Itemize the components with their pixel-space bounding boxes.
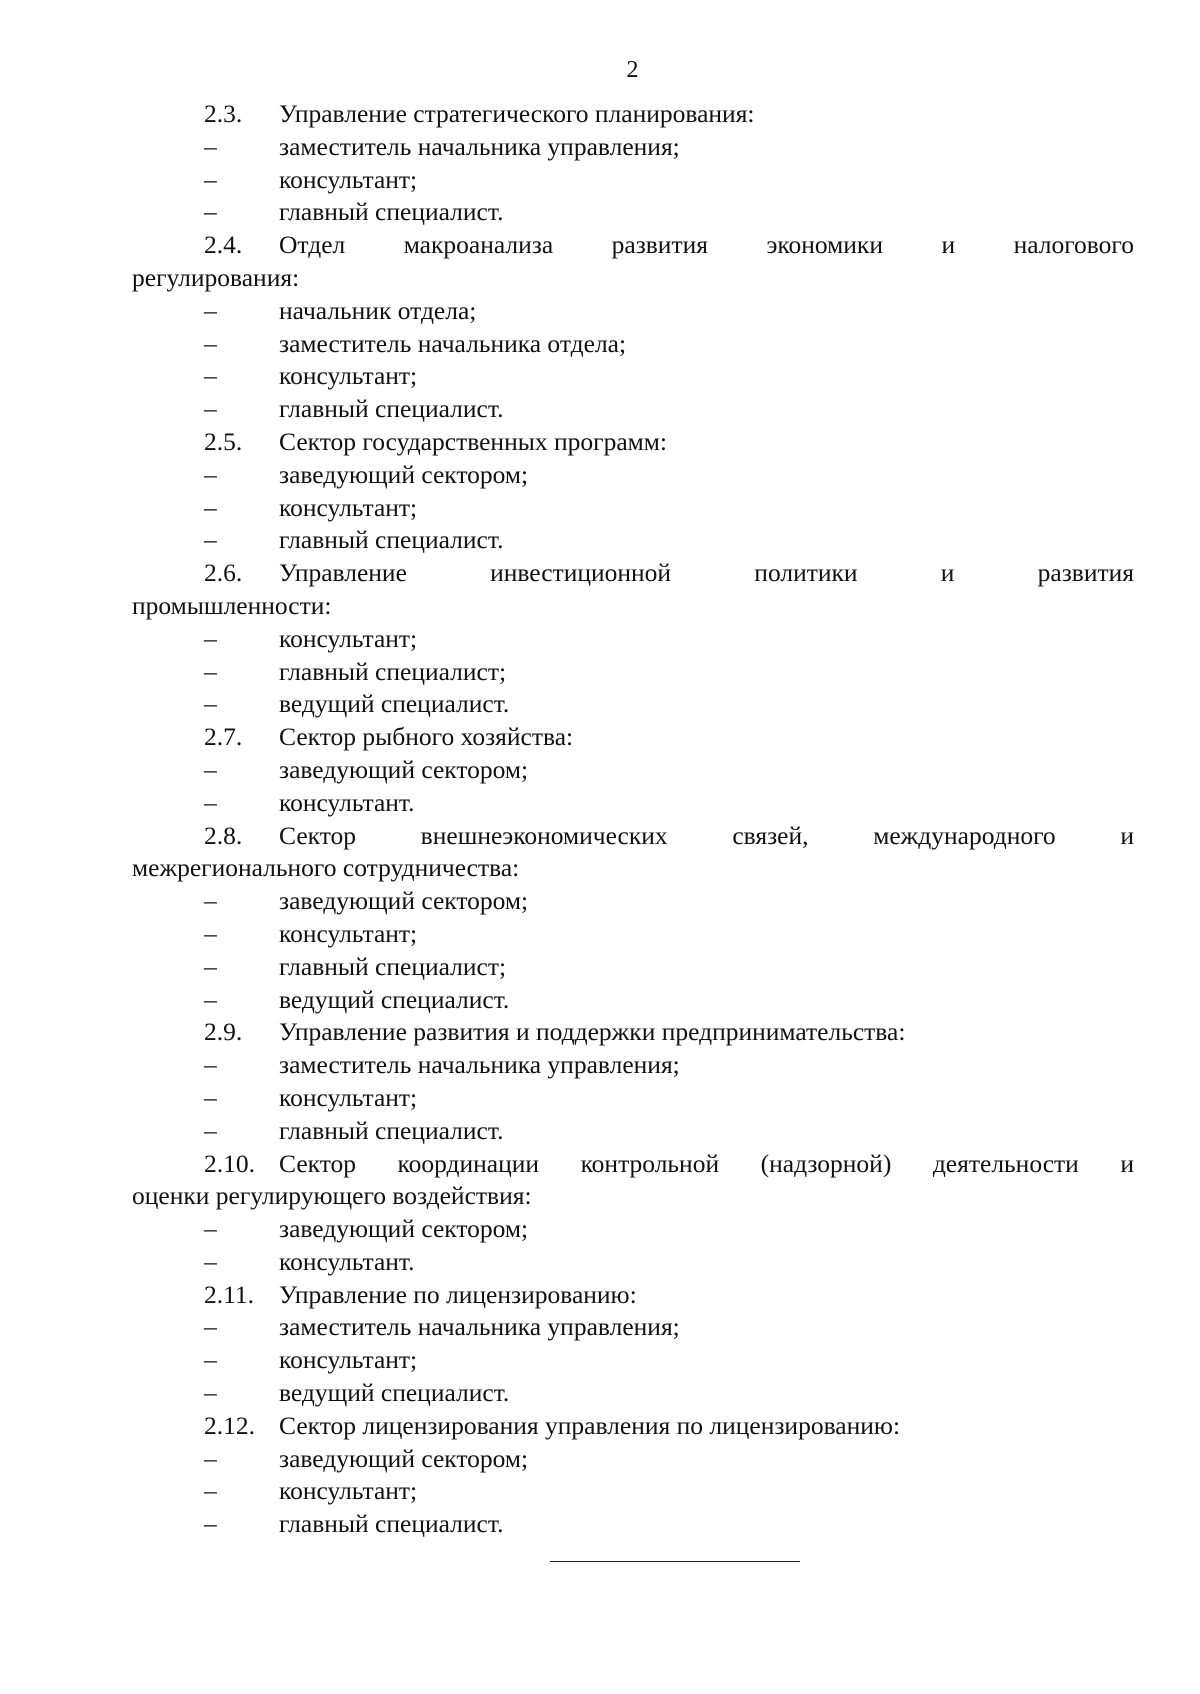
- end-divider: [550, 1561, 800, 1562]
- position-title: консультант;: [279, 1345, 418, 1375]
- dash-bullet: –: [204, 525, 217, 555]
- section-number: 2.9.: [204, 1017, 243, 1047]
- section-number: 2.8.: [204, 820, 243, 850]
- dash-bullet: –: [204, 918, 217, 948]
- dash-bullet: –: [204, 787, 217, 817]
- dash-bullet: –: [204, 459, 217, 489]
- position-title: главный специалист;: [279, 656, 507, 686]
- list-item: [132, 656, 1134, 689]
- list-item: [132, 688, 1134, 721]
- position-title: заместитель начальника отдела;: [279, 328, 627, 358]
- position-title: консультант;: [279, 918, 418, 948]
- list-item: [132, 918, 1134, 951]
- position-title: заместитель начальника управления;: [279, 1050, 680, 1080]
- section-title: Сектор рыбного хозяйства:: [279, 722, 574, 752]
- sections-list: [132, 98, 1134, 1541]
- section-title: Сектор государственных программ:: [279, 426, 668, 456]
- position-title: консультант.: [279, 787, 415, 817]
- position-title: заместитель начальника управления;: [279, 1312, 680, 1342]
- section-number: 2.5.: [204, 426, 243, 456]
- list-item: [132, 1344, 1134, 1377]
- section-number: 2.3.: [204, 99, 243, 128]
- list-item: [132, 1115, 1134, 1148]
- position-title: начальник отдела;: [279, 295, 477, 325]
- section-title-continuation: оценки регулирующего воздействия:: [132, 1181, 532, 1211]
- dash-bullet: –: [204, 1378, 217, 1408]
- position-title: главный специалист.: [279, 197, 504, 227]
- dash-bullet: –: [204, 197, 217, 227]
- section-title: Управление стратегического планирования:: [279, 99, 755, 128]
- dash-bullet: –: [204, 1345, 217, 1375]
- dash-bullet: –: [204, 754, 217, 784]
- list-item: [132, 623, 1134, 656]
- position-title: заведующий сектором;: [279, 886, 529, 916]
- section-title-continuation: промышленности:: [132, 590, 332, 620]
- list-item: [132, 1443, 1134, 1476]
- position-title: заведующий сектором;: [279, 459, 529, 489]
- section-title-continuation: регулирования:: [132, 262, 300, 292]
- list-item: [132, 1475, 1134, 1508]
- list-item: [132, 492, 1134, 525]
- list-item: [132, 1082, 1134, 1115]
- dash-bullet: –: [204, 394, 217, 424]
- list-item: [132, 1213, 1134, 1246]
- position-title: консультант;: [279, 492, 418, 522]
- section-heading: [132, 1148, 1134, 1181]
- dash-bullet: –: [204, 689, 217, 719]
- position-title: заведующий сектором;: [279, 754, 529, 784]
- position-title: консультант;: [279, 1082, 418, 1112]
- dash-bullet: –: [204, 1214, 217, 1244]
- section-title-continuation: межрегионального сотрудничества:: [132, 853, 520, 883]
- section-title: Управление инвестиционной политики и развития: [279, 558, 1134, 588]
- list-item: [132, 196, 1134, 229]
- position-title: ведущий специалист.: [279, 984, 510, 1014]
- section-title: Сектор координации контрольной (надзорной) деятельности и: [279, 1148, 1134, 1178]
- position-title: главный специалист.: [279, 394, 504, 424]
- section-heading: [132, 426, 1134, 459]
- list-item: [132, 459, 1134, 492]
- dash-bullet: –: [204, 1443, 217, 1473]
- position-title: главный специалист.: [279, 1509, 504, 1539]
- section-title: Сектор внешнеэкономических связей, международного и: [279, 820, 1134, 850]
- list-item: [132, 393, 1134, 426]
- dash-bullet: –: [204, 886, 217, 916]
- section-heading: [132, 1016, 1134, 1049]
- dash-bullet: –: [204, 623, 217, 653]
- list-item: [132, 787, 1134, 820]
- position-title: главный специалист.: [279, 525, 504, 555]
- position-title: консультант;: [279, 361, 418, 391]
- position-title: заведующий сектором;: [279, 1214, 529, 1244]
- dash-bullet: –: [204, 1050, 217, 1080]
- list-item: [132, 328, 1134, 361]
- section-heading: [132, 557, 1134, 590]
- section-heading: [132, 1279, 1134, 1312]
- position-title: консультант;: [279, 623, 418, 653]
- position-title: консультант.: [279, 1246, 415, 1276]
- position-title: заведующий сектором;: [279, 1443, 529, 1473]
- list-item: [132, 1508, 1134, 1541]
- section-number: 2.11.: [204, 1279, 255, 1309]
- dash-bullet: –: [204, 492, 217, 522]
- list-item: [132, 754, 1134, 787]
- section-title: Управление по лицензированию:: [279, 1279, 637, 1309]
- dash-bullet: –: [204, 656, 217, 686]
- section-heading: [132, 98, 1134, 131]
- section-number: 2.7.: [204, 722, 243, 752]
- list-item: [132, 164, 1134, 197]
- list-item: [132, 360, 1134, 393]
- position-title: ведущий специалист.: [279, 1378, 510, 1408]
- list-item: [132, 885, 1134, 918]
- list-item: [132, 1049, 1134, 1082]
- dash-bullet: –: [204, 361, 217, 391]
- section-title: Управление развития и поддержки предпринимательства:: [279, 1017, 906, 1047]
- position-title: главный специалист;: [279, 951, 507, 981]
- position-title: главный специалист.: [279, 1115, 504, 1145]
- position-title: консультант;: [279, 1476, 418, 1506]
- section-heading: [132, 229, 1134, 262]
- section-heading: [132, 721, 1134, 754]
- dash-bullet: –: [204, 1509, 217, 1539]
- section-title: Отдел макроанализа развития экономики и налогового: [279, 230, 1134, 260]
- section-number: 2.10.: [204, 1148, 255, 1178]
- dash-bullet: –: [204, 1246, 217, 1276]
- dash-bullet: –: [204, 295, 217, 325]
- list-item: [132, 1377, 1134, 1410]
- list-item: [132, 1246, 1134, 1279]
- dash-bullet: –: [204, 1082, 217, 1112]
- list-item: [132, 131, 1134, 164]
- position-title: консультант;: [279, 164, 418, 194]
- section-number: 2.4.: [204, 230, 243, 260]
- list-item: [132, 524, 1134, 557]
- dash-bullet: –: [204, 984, 217, 1014]
- page-number: 2: [626, 57, 639, 83]
- list-item: [132, 1311, 1134, 1344]
- dash-bullet: –: [204, 1115, 217, 1145]
- section-heading: [132, 820, 1134, 853]
- dash-bullet: –: [204, 1476, 217, 1506]
- list-item: [132, 951, 1134, 984]
- section-number: 2.12.: [204, 1410, 255, 1440]
- section-heading: [132, 1410, 1134, 1443]
- dash-bullet: –: [204, 1312, 217, 1342]
- list-item: [132, 984, 1134, 1017]
- list-item: [132, 295, 1134, 328]
- dash-bullet: –: [204, 951, 217, 981]
- dash-bullet: –: [204, 164, 217, 194]
- section-number: 2.6.: [204, 558, 243, 588]
- dash-bullet: –: [204, 131, 217, 161]
- position-title: заместитель начальника управления;: [279, 131, 680, 161]
- section-title: Сектор лицензирования управления по лицензированию:: [279, 1410, 901, 1440]
- position-title: ведущий специалист.: [279, 689, 510, 719]
- dash-bullet: –: [204, 328, 217, 358]
